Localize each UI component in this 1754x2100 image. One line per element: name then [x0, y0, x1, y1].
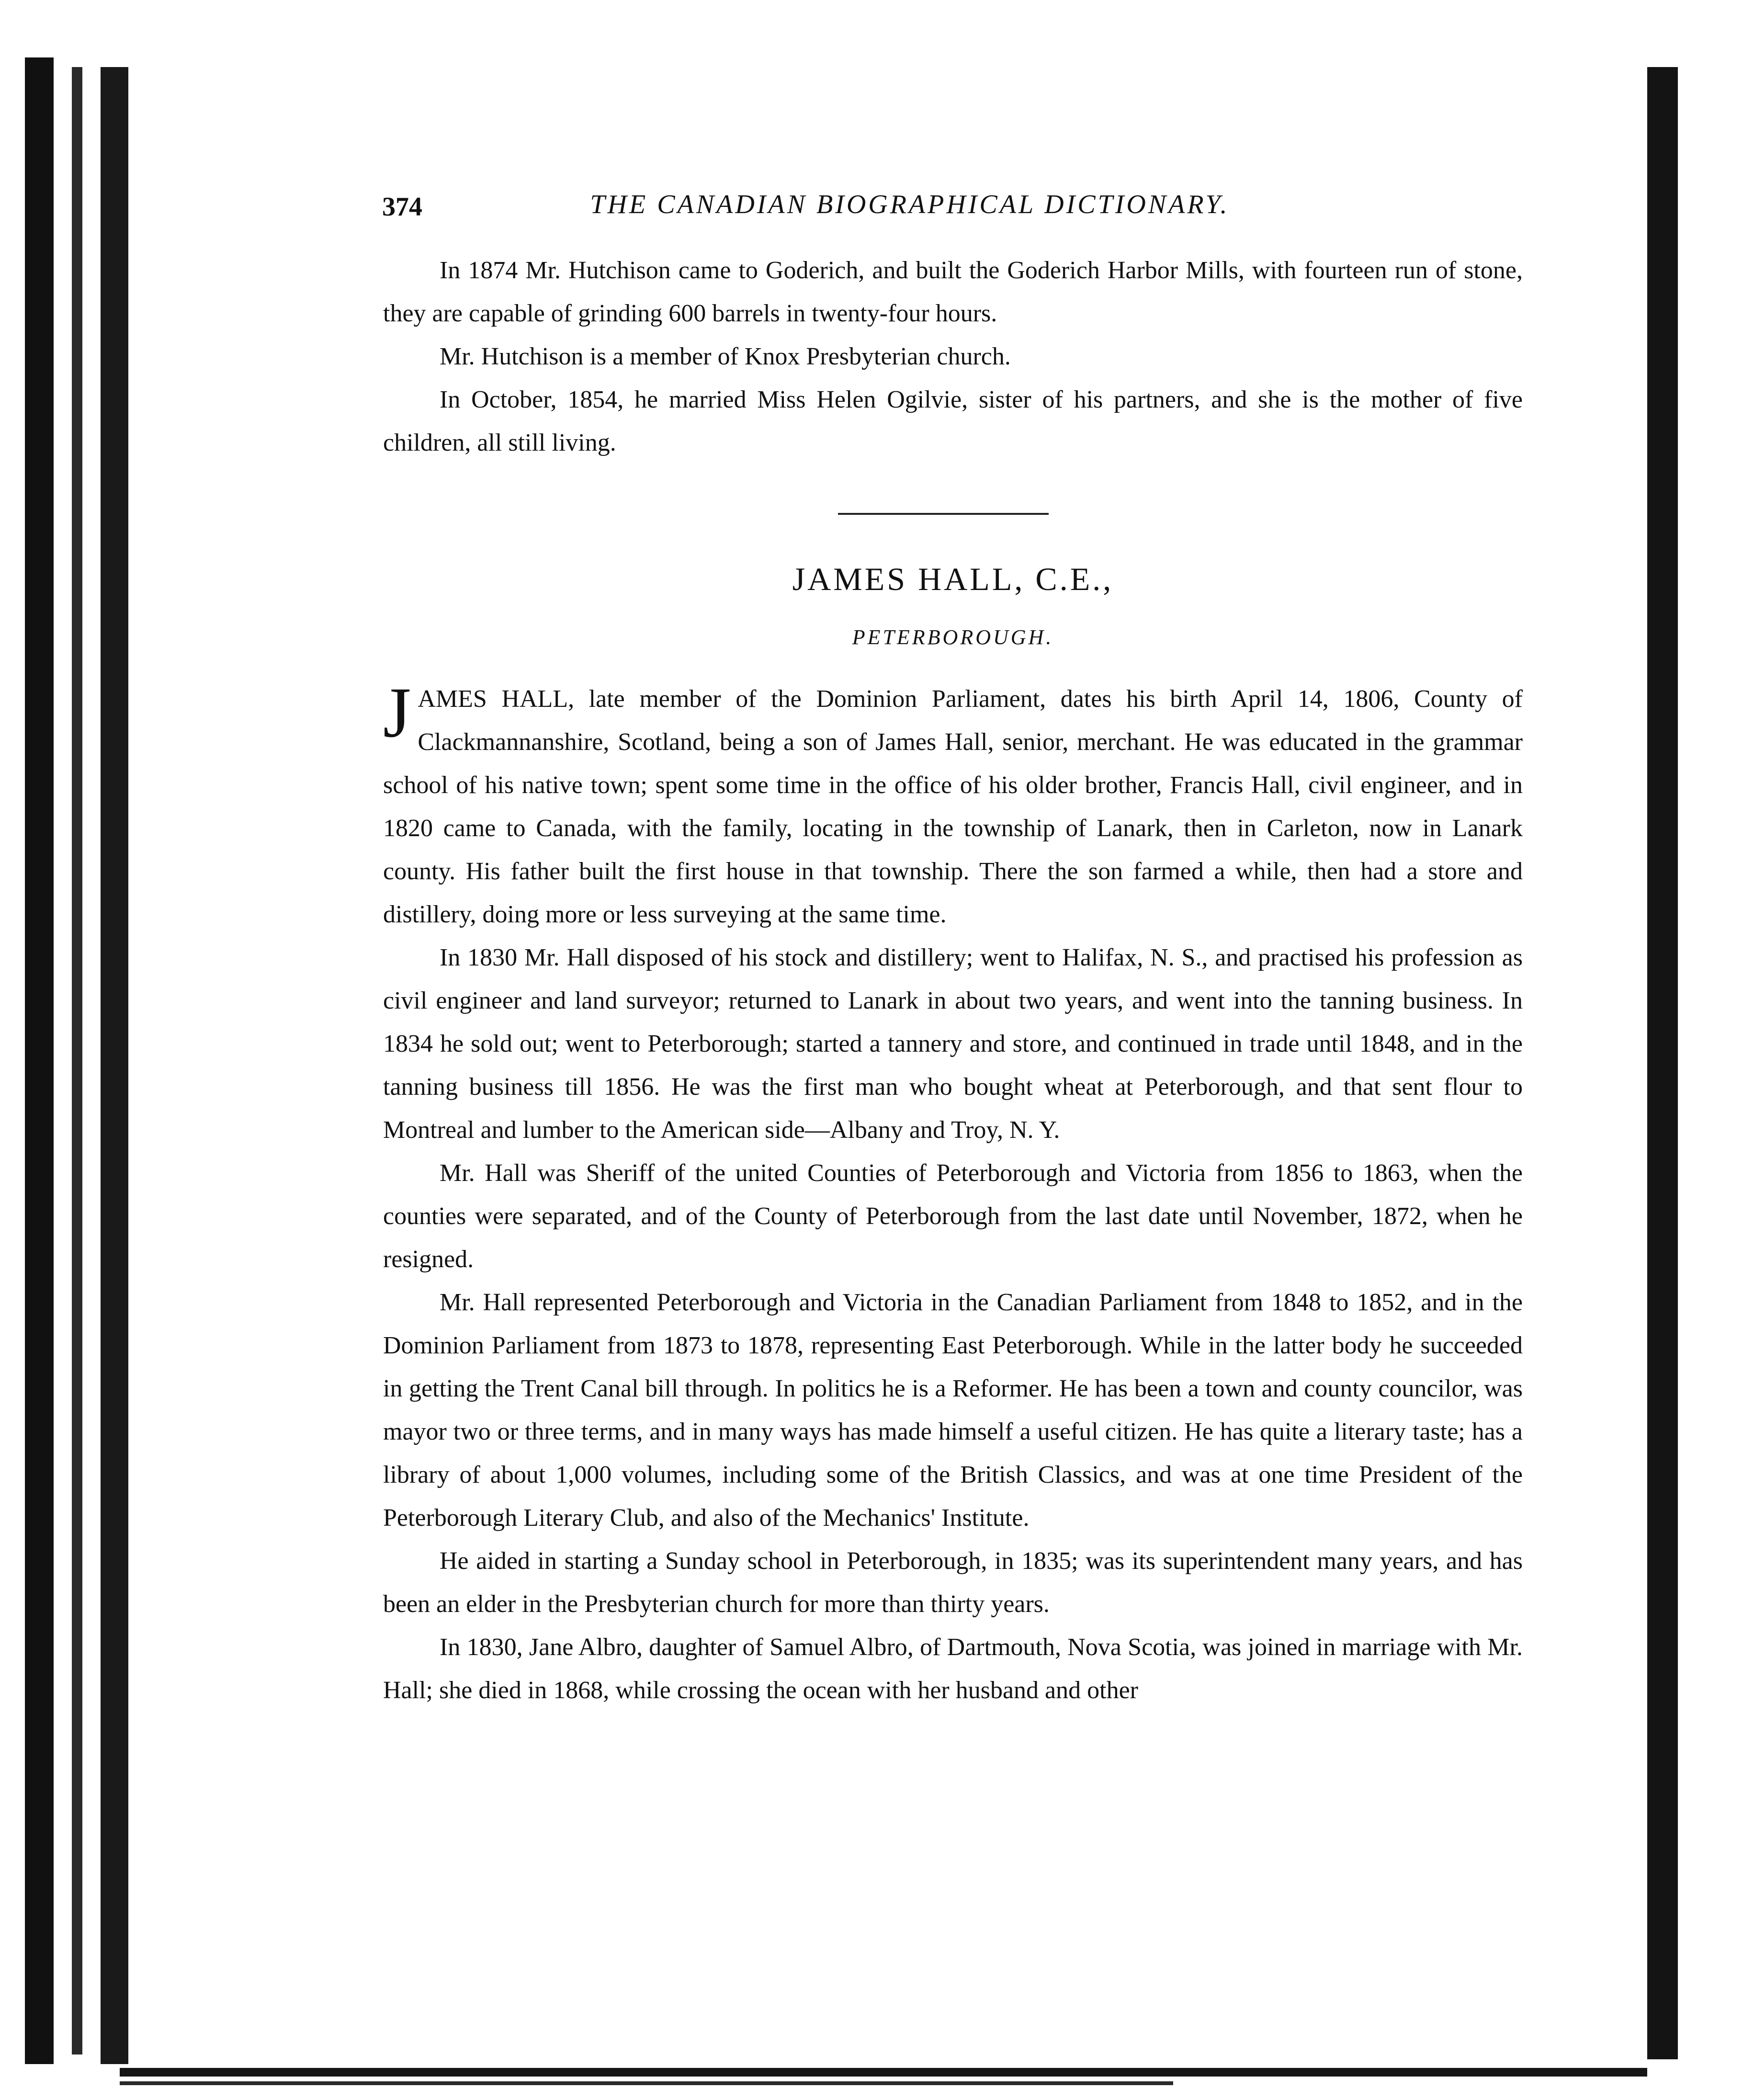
page-number: 374	[382, 192, 422, 222]
paragraph: Mr. Hutchison is a member of Knox Presbyterian church.	[440, 343, 1011, 370]
entry-title: JAMES HALL, C.E.,	[792, 561, 1114, 597]
section-divider	[838, 513, 1049, 515]
paragraph: In 1830, Jane Albro, daughter of Samuel Albro, of Dartmouth, Nova Scotia, was joined in marriage with Mr. Hall; she died in 1868, while crossing the ocean with her husband and other	[383, 1634, 1523, 1704]
paragraph: Mr. Hall was Sheriff of the united Counties of Peterborough and Victoria from 1856 to 1863, when the counties were separated, and of the County of Peterborough from the last date until November, 1872, when he resigned.	[383, 1159, 1523, 1273]
entry-place: PETERBOROUGH.	[852, 625, 1054, 649]
drop-cap: J	[383, 673, 411, 752]
paragraph: In 1874 Mr. Hutchison came to Goderich, and built the Goderich Harbor Mills, with fourteen run of stone, they are capable of grinding 600 barrels in twenty-four hours.	[383, 257, 1523, 327]
scan-border-left-binding	[101, 67, 128, 2064]
running-title: THE CANADIAN BIOGRAPHICAL DICTIONARY.	[590, 190, 1230, 219]
scan-border-bottom	[120, 2068, 1647, 2077]
scan-border-bottom-inner	[120, 2081, 1173, 2085]
previous-entry-text	[383, 249, 1523, 465]
opening-paragraph	[383, 673, 1523, 936]
paragraph: In 1830 Mr. Hall disposed of his stock and distillery; went to Halifax, N. S., and practised his profession as civil engineer and land surveyor; returned to Lanark in about two years, and went into the tanning business. In 1834 he sold out; went to Peterborough; started a tannery and store, and continued in trade until 1848, and in the tanning business till 1856. He was the first man who bought wheat at Peterborough, and that sent flour to Montreal and lumber to the American side—Albany and Troy, N. Y.	[383, 944, 1523, 1144]
scan-border-right	[1647, 67, 1678, 2059]
paragraph: He aided in starting a Sunday school in Peterborough, in 1835; was its superintendent many years, and has been an elder in the Presbyterian church for more than thirty years.	[383, 1547, 1523, 1618]
scan-border-left-inner	[72, 67, 82, 2055]
paragraph: Mr. Hall represented Peterborough and Victoria in the Canadian Parliament from 1848 to 1852, and in the Dominion Parliament from 1873 to 1878, representing East Peterborough. While in the latter body he succeeded in getting the Trent Canal bill through. In politics he is a Reformer. He has been a town and county councilor, was mayor two or three terms, and in many ways has made himself a useful citizen. He has quite a literary taste; has a library of about 1,000 volumes, including some of the British Classics, and was at one time President of the Peterborough Literary Club, and also of the Mechanics' Institute.	[383, 1289, 1523, 1532]
entry-body	[383, 673, 1523, 1712]
opening-paragraph-text: AMES HALL, late member of the Dominion Parliament, dates his birth April 14, 1806, County of Clackmannanshire, Scotland, being a son of James Hall, senior, merchant. He was educated in the grammar school of his native town; spent some time in the office of his older brother, Francis Hall, civil engineer, and in 1820 came to Canada, with the family, locating in the township of Lanark, then in Carleton, now in Lanark county. His father built the first house in that township. There the son farmed a while, then had a store and distillery, doing more or less surveying at the same time.	[383, 685, 1523, 928]
scan-border-left	[25, 57, 54, 2064]
paragraph: In October, 1854, he married Miss Helen Ogilvie, sister of his partners, and she is the mother of five children, all still living.	[383, 386, 1523, 456]
